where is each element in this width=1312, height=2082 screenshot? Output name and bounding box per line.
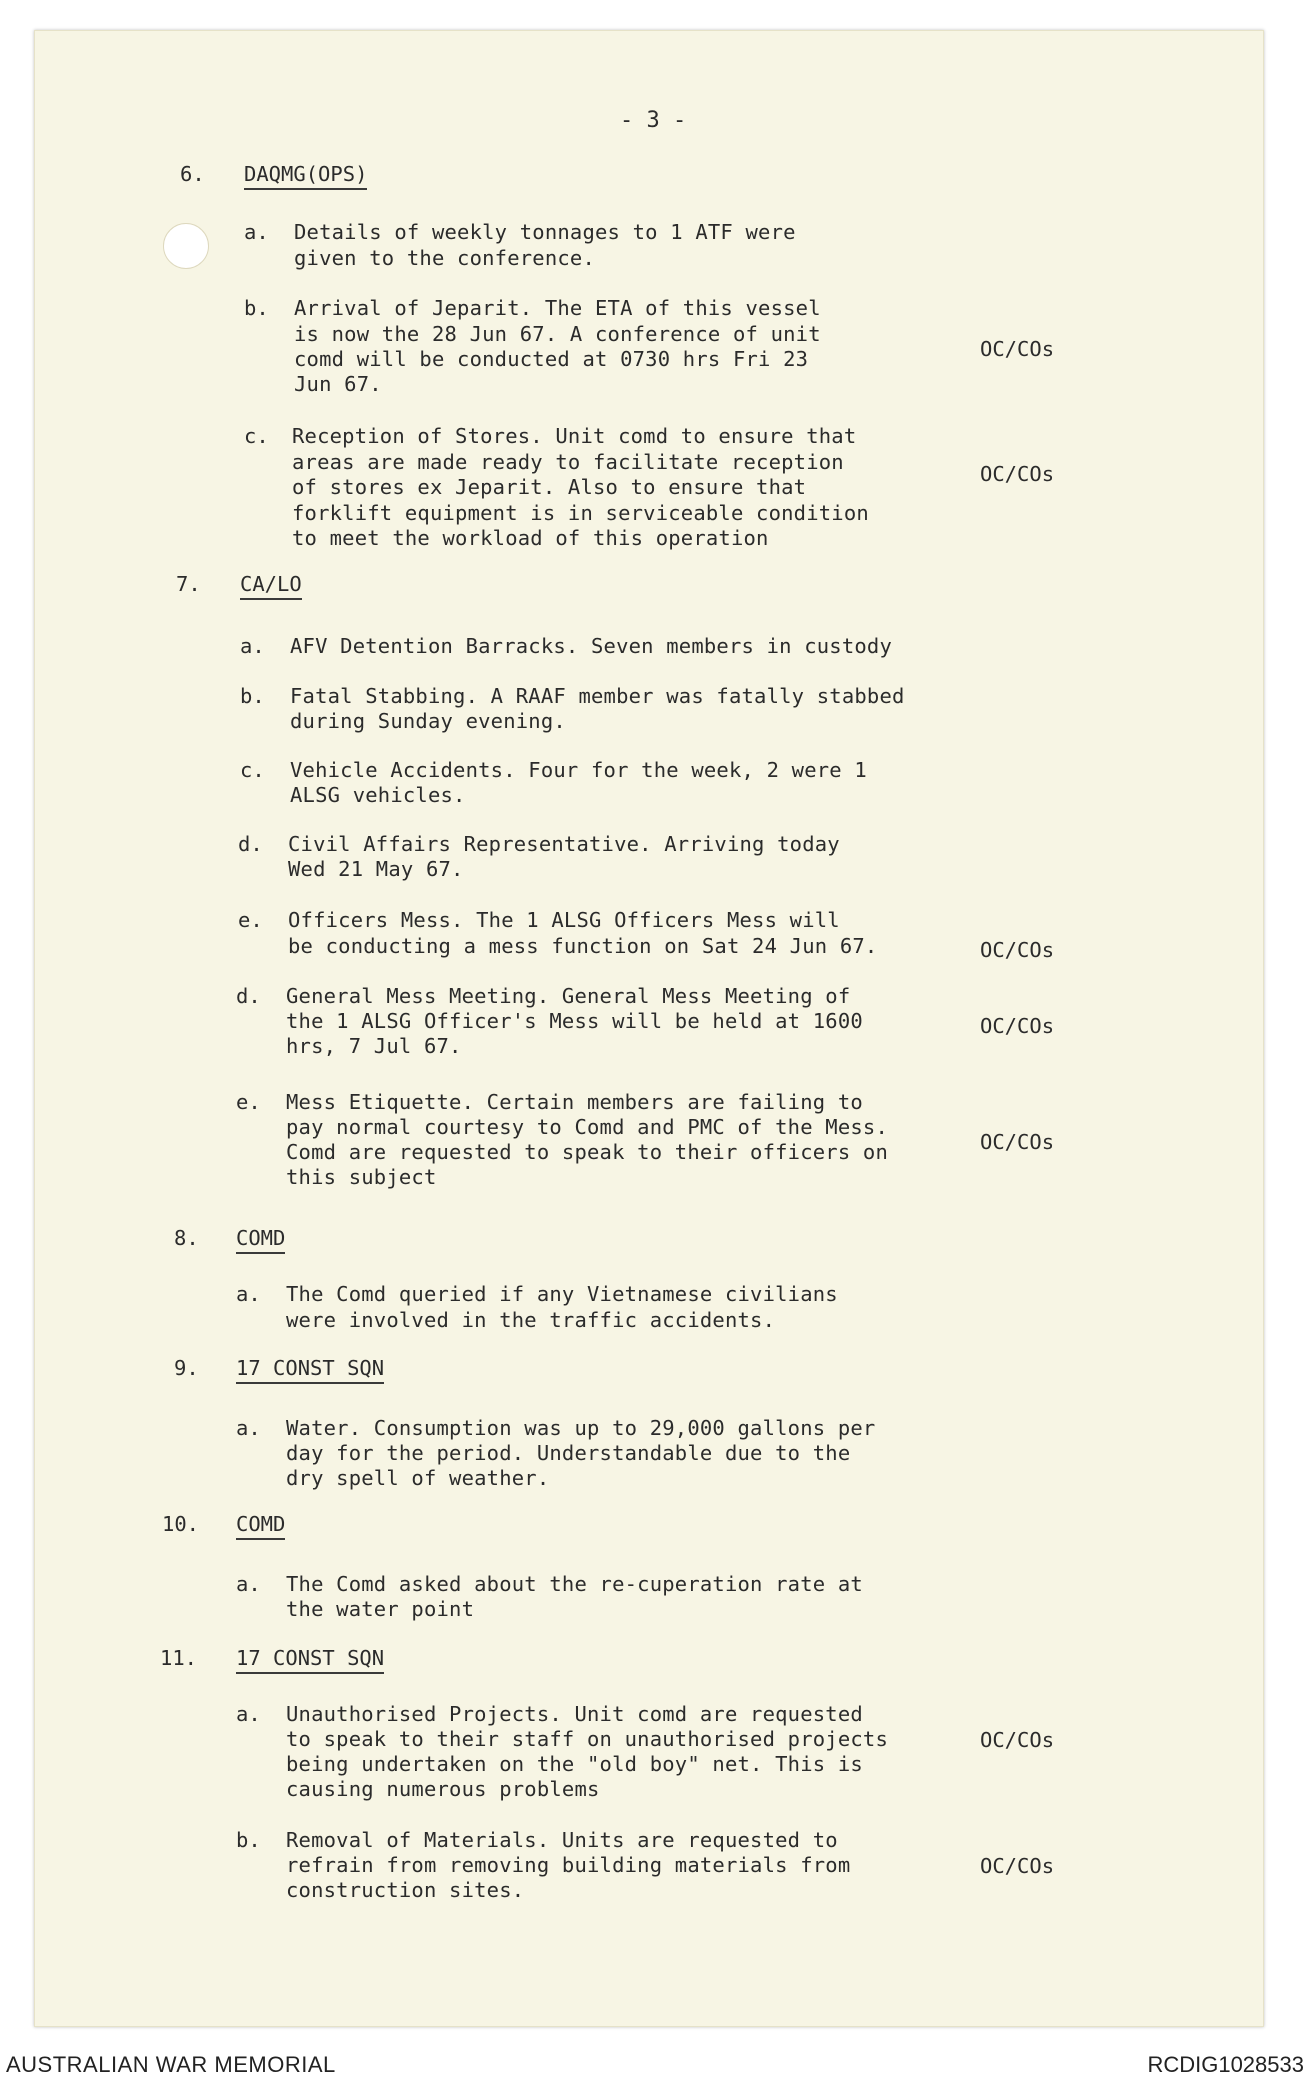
item-line: Wed 21 May 67. <box>288 857 464 881</box>
item-line: being undertaken on the "old boy" net. This is <box>286 1752 863 1776</box>
action-by: OC/COs <box>980 337 1055 361</box>
item-line: Fatal Stabbing. A RAAF member was fatally stabbed <box>290 684 905 708</box>
item-letter: a. <box>236 1282 261 1306</box>
item-letter: c. <box>244 424 269 448</box>
item-line: Reception of Stores. Unit comd to ensure that <box>292 424 857 448</box>
item-line: hrs, 7 Jul 67. <box>286 1034 462 1058</box>
section-number: 8. <box>174 1226 199 1250</box>
archive-credit: AUSTRALIAN WAR MEMORIAL <box>6 2052 336 2077</box>
section-heading: CA/LO <box>240 572 302 600</box>
item-line: comd will be conducted at 0730 hrs Fri 23 <box>294 347 809 371</box>
section-heading: 17 CONST SQN <box>236 1356 384 1384</box>
item-letter: b. <box>236 1828 261 1852</box>
item-line: given to the conference. <box>294 246 596 270</box>
action-by: OC/COs <box>980 1728 1055 1752</box>
item-line: be conducting a mess function on Sat 24 Jun 67. <box>288 934 878 958</box>
item-line: Officers Mess. The 1 ALSG Officers Mess will <box>288 908 840 932</box>
item-line: the water point <box>286 1597 475 1621</box>
item-line: dry spell of weather. <box>286 1466 550 1490</box>
item-line: of stores ex Jeparit. Also to ensure that <box>292 475 807 499</box>
section-number: 6. <box>180 162 205 186</box>
item-line: AFV Detention Barracks. Seven members in custody <box>290 634 893 658</box>
item-letter: d. <box>238 832 263 856</box>
item-line: construction sites. <box>286 1878 525 1902</box>
item-line: day for the period. Understandable due to the <box>286 1441 851 1465</box>
item-letter: c. <box>240 758 265 782</box>
item-line: Vehicle Accidents. Four for the week, 2 were 1 <box>290 758 867 782</box>
item-line: Unauthorised Projects. Unit comd are requested <box>286 1702 863 1726</box>
item-letter: b. <box>240 684 265 708</box>
section-heading: 17 CONST SQN <box>236 1646 384 1674</box>
item-line: ALSG vehicles. <box>290 783 466 807</box>
item-line: pay normal courtesy to Comd and PMC of the Mess. <box>286 1115 889 1139</box>
item-line: Removal of Materials. Units are requested to <box>286 1828 838 1852</box>
item-letter: a. <box>236 1572 261 1596</box>
action-by: OC/COs <box>980 1130 1055 1154</box>
item-line: causing numerous problems <box>286 1777 600 1801</box>
item-line: to speak to their staff on unauthorised projects <box>286 1727 889 1751</box>
item-line: Jun 67. <box>294 372 382 396</box>
section-number: 9. <box>174 1356 199 1380</box>
item-line: during Sunday evening. <box>290 709 566 733</box>
item-letter: d. <box>236 984 261 1008</box>
action-by: OC/COs <box>980 1854 1055 1878</box>
item-line: is now the 28 Jun 67. A conference of unit <box>294 322 821 346</box>
action-by: OC/COs <box>980 462 1055 486</box>
item-line: refrain from removing building materials from <box>286 1853 851 1877</box>
item-letter: a. <box>244 220 269 244</box>
item-line: Civil Affairs Representative. Arriving today <box>288 832 840 856</box>
section-number: 7. <box>176 572 201 596</box>
item-line: the 1 ALSG Officer's Mess will be held at 1600 <box>286 1009 863 1033</box>
item-letter: b. <box>244 296 269 320</box>
item-line: Details of weekly tonnages to 1 ATF were <box>294 220 796 244</box>
item-line: forklift equipment is in serviceable condition <box>292 501 869 525</box>
item-line: The Comd queried if any Vietnamese civilians <box>286 1282 838 1306</box>
item-letter: a. <box>236 1416 261 1440</box>
item-line: were involved in the traffic accidents. <box>286 1308 776 1332</box>
action-by: OC/COs <box>980 1014 1055 1038</box>
section-number: 11. <box>160 1646 198 1670</box>
section-heading: DAQMG(OPS) <box>244 162 367 190</box>
page-number: - 3 - <box>620 108 687 133</box>
item-line: Mess Etiquette. Certain members are failing to <box>286 1090 863 1114</box>
item-line: to meet the workload of this operation <box>292 526 769 550</box>
item-letter: e. <box>236 1090 261 1114</box>
item-line: Arrival of Jeparit. The ETA of this vessel <box>294 296 821 320</box>
item-line: General Mess Meeting. General Mess Meeting of <box>286 984 851 1008</box>
item-letter: e. <box>238 908 263 932</box>
section-number: 10. <box>162 1512 200 1536</box>
action-by: OC/COs <box>980 938 1055 962</box>
section-heading: COMD <box>236 1512 285 1540</box>
item-letter: a. <box>236 1702 261 1726</box>
item-line: areas are made ready to facilitate reception <box>292 450 844 474</box>
item-line: Water. Consumption was up to 29,000 gallons per <box>286 1416 876 1440</box>
item-line: The Comd asked about the re-cuperation rate at <box>286 1572 863 1596</box>
document-id: RCDIG1028533 <box>1147 2052 1304 2077</box>
punch-hole <box>163 223 209 269</box>
item-line: this subject <box>286 1165 437 1189</box>
item-line: Comd are requested to speak to their officers on <box>286 1140 889 1164</box>
item-letter: a. <box>240 634 265 658</box>
section-heading: COMD <box>236 1226 285 1254</box>
